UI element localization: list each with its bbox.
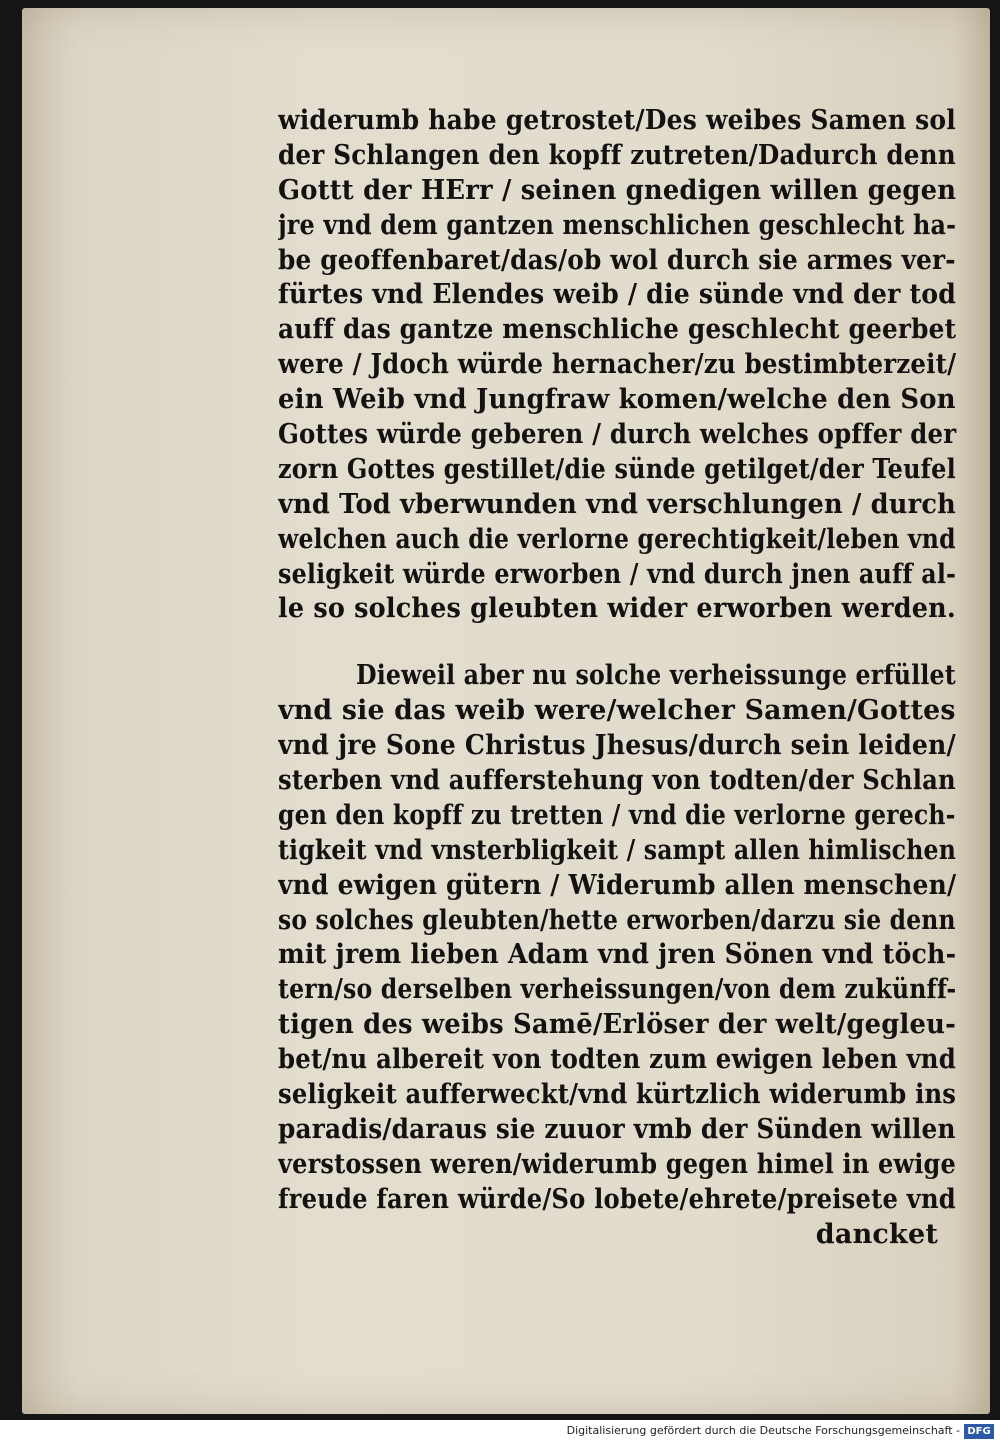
text-line: vnd jre Sone Christus Jhesus/durch sein leiden/: [278, 730, 956, 762]
text-line: vnd Tod vberwunden vnd verschlungen / durch: [278, 488, 956, 520]
text-line: auff das gantze menschliche geschlecht geerbet: [278, 314, 957, 346]
text-line: freude faren würde/So lobete/ehrete/preisete vnd: [278, 1183, 956, 1215]
text-line: le so solches gleubten wider erworben werden.: [278, 593, 956, 625]
text-line: fürtes vnd Elendes weib / die sünde vnd der tod: [278, 279, 957, 311]
text-line: widerumb habe getrostet/Des weibes Samen sol: [278, 105, 956, 136]
text-line: vnd sie das weib were/welcher Samen/Gottes: [278, 695, 956, 727]
text-line: Gottes würde geberen / durch welches opffer der: [278, 419, 957, 451]
paragraph-2: [278, 659, 978, 1217]
text-line: ein Weib vnd Jungfraw komen/welche den Son: [278, 384, 956, 416]
text-line: gen den kopff zu tretten / vnd die verlorne gerech-: [278, 799, 956, 831]
text-line: seligkeit würde erworben / vnd durch jnen auff al-: [278, 558, 957, 590]
text-line: so solches gleubten/hette erworben/darzu sie denn: [278, 904, 956, 936]
text-line: tigkeit vnd vnsterbligkeit / sampt allen himlischen: [278, 834, 957, 866]
text-block: [278, 104, 978, 1253]
text-line: tern/so derselben verheissungen/von dem zukünff-: [278, 974, 957, 1006]
text-line: bet/nu albereit von todten zum ewigen leben vnd: [278, 1044, 956, 1076]
text-line: Dieweil aber nu solche verheissunge erfüllet: [356, 660, 956, 692]
paragraph-1: [278, 104, 978, 627]
text-line: verstossen weren/widerumb gegen himel in ewige: [278, 1148, 956, 1180]
footer-credit: Digitalisierung gefördert durch die Deutsche Forschungsgemeinschaft -: [566, 1424, 960, 1437]
text-line: be geoffenbaret/das/ob wol durch sie armes ver-: [278, 244, 956, 276]
text-line: Gottt der HErr / seinen gnedigen willen gegen: [278, 174, 957, 206]
text-line: jre vnd dem gantzen menschlichen geschlecht ha-: [278, 209, 957, 241]
catchword: dancket: [815, 1218, 938, 1250]
text-line: der Schlangen den kopff zutreten/Dadurch denn: [278, 139, 956, 171]
text-line: vnd ewigen gütern / Widerumb allen menschen/: [278, 869, 957, 901]
dfg-logo-icon: DFG: [964, 1424, 994, 1439]
text-line: sterben vnd aufferstehung von todten/der Schlan: [278, 765, 956, 797]
text-line: paradis/daraus sie zuuor vmb der Sünden willen: [278, 1113, 956, 1145]
text-line: welchen auch die verlorne gerechtigkeit/leben vnd: [278, 523, 956, 555]
text-line: mit jrem lieben Adam vnd jren Sönen vnd töch-: [278, 939, 957, 971]
text-line: tigen des weibs Samē/Erlöser der welt/gegleu-: [278, 1009, 957, 1041]
footer-bar: [0, 1420, 1000, 1444]
text-line: were / Jdoch würde hernacher/zu bestimbterzeit/: [278, 349, 957, 381]
text-line: zorn Gottes gestillet/die sünde getilget/der Teufel: [278, 453, 956, 485]
text-line: seligkeit aufferweckt/vnd kürtzlich widerumb ins: [278, 1079, 957, 1111]
